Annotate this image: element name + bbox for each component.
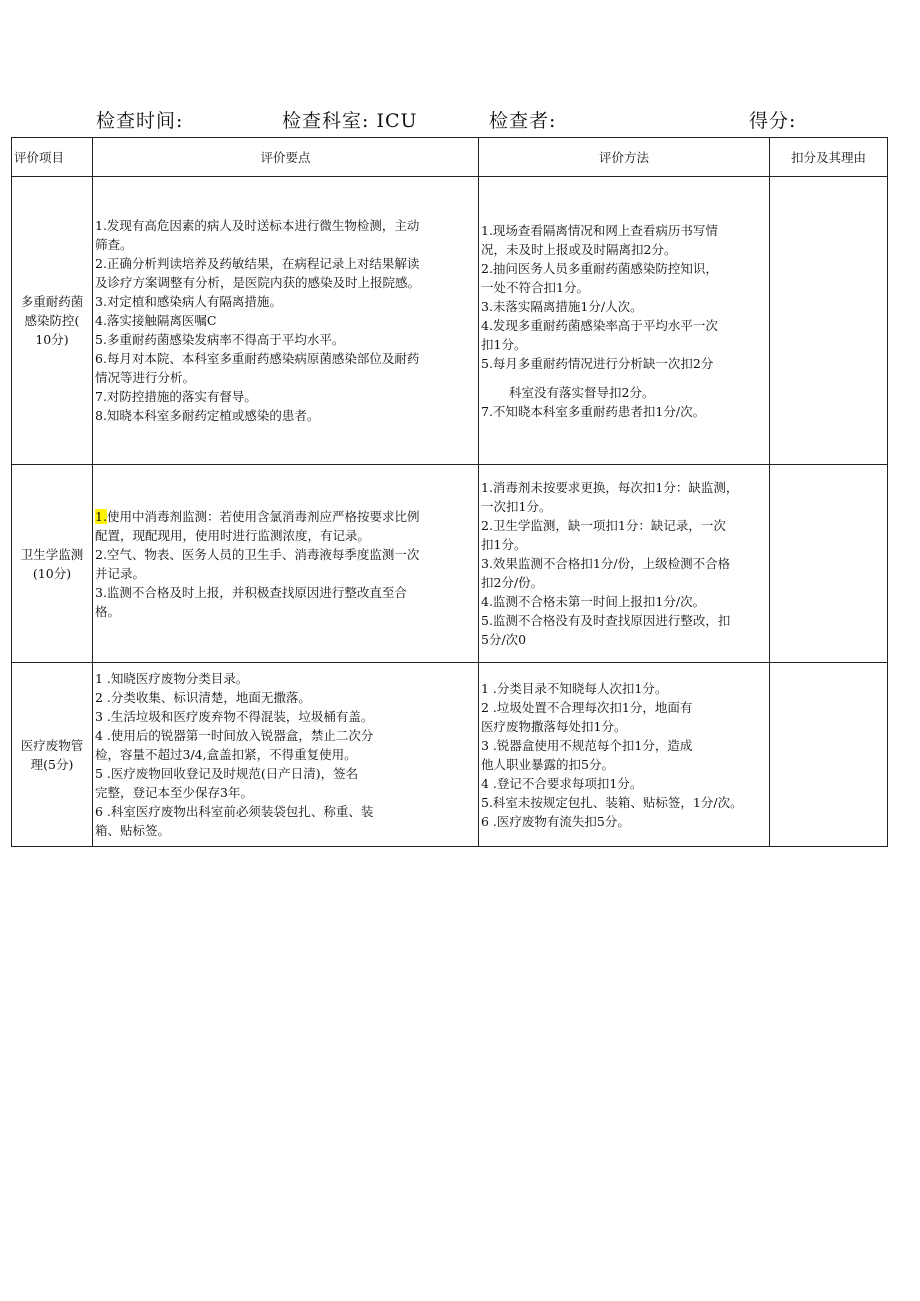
evaluation-table: [11, 137, 888, 847]
point-line: 配置，现配现用，使用时进行监测浓度，有记录。: [95, 527, 371, 543]
point-line: 情况等进行分析。: [95, 370, 196, 385]
spacer: [481, 373, 767, 383]
method-line: 扣1分。: [481, 336, 527, 352]
point-line: 4 .使用后的锐器第一时间放入锐器盒，禁止二次分: [95, 728, 374, 743]
evaluation-points: [93, 177, 479, 465]
inspector-label: 检查者:: [489, 110, 557, 132]
method-line: 1 .分类目录不知晓每人次扣1分。: [481, 680, 668, 696]
column-header-method: 评价方法: [479, 138, 770, 177]
method-line: 况，未及时上报或及时隔离扣2分。: [481, 241, 677, 257]
method-line: 1.现场查看隔离情况和网上查看病历书写情: [481, 222, 718, 238]
evaluation-method: [479, 177, 770, 465]
point-line: 1 .知晓医疗废物分类目录。: [95, 671, 249, 686]
point-line: 2.正确分析判读培养及药敏结果，在病程记录上对结果解读: [95, 256, 420, 271]
point-line: 完整，登记本至少保存3年。: [95, 785, 253, 800]
evaluation-item: [12, 177, 93, 465]
method-line: 7.不知晓本科室多重耐药患者扣1分/次。: [481, 403, 706, 419]
method-line: 3.效果监测不合格扣1分/份，上级检测不合格: [481, 556, 731, 571]
method-line: 3.未落实隔离措施1分/人次。: [481, 298, 643, 314]
point-line: 3.监测不合格及时上报，并积极查找原因进行整改直至合: [95, 584, 407, 600]
inspection-time-label: 检查时间:: [96, 110, 184, 132]
method-line: 5.每月多重耐药情况进行分析缺一次扣2分: [481, 355, 714, 371]
method-line: 2.抽问医务人员多重耐药菌感染防控知识，: [481, 260, 718, 276]
point-line: [95, 507, 476, 526]
item-text: (10分): [32, 565, 72, 581]
method-line: 5分/次0: [481, 632, 527, 647]
method-line: 他人职业暴露的扣5分。: [481, 756, 614, 772]
point-line: 3.对定植和感染病人有隔离措施。: [95, 294, 282, 309]
item-text: 感染防控(: [24, 313, 80, 328]
item-text: 医疗废物管: [20, 737, 84, 753]
method-line: 医疗废物撒落每处扣1分。: [481, 718, 627, 734]
method-line: 5.科室未按规定包扎、装箱、贴标签，1分/次。: [481, 794, 743, 810]
inspection-department-label: 检查科室: ICU: [282, 110, 418, 132]
method-line: 5.监测不合格没有及时查找原因进行整改，扣: [481, 613, 731, 628]
method-line: 4 .登记不合要求每项扣1分。: [481, 775, 643, 791]
inspection-header: [0, 106, 920, 136]
evaluation-method: [479, 663, 770, 847]
method-line: 科室没有落实督导扣2分。: [509, 384, 655, 400]
point-line: 5 .医疗废物回收登记及时规范(日产日清)，签名: [95, 766, 359, 781]
point-line: 2 .分类收集、标识清楚，地面无撒落。: [95, 690, 311, 705]
method-line: 6 .医疗废物有流失扣5分。: [481, 813, 630, 829]
item-text: 理(5分): [30, 756, 74, 772]
evaluation-points: [93, 663, 479, 847]
method-line: 扣1分。: [481, 537, 527, 552]
method-line: 一次扣1分。: [481, 499, 552, 514]
point-line: 3 .生活垃圾和医疗废弃物不得混装，垃圾桶有盖。: [95, 709, 374, 724]
table-row: [12, 465, 888, 663]
point-line: 及诊疗方案调整有分析，是医院内获的感染及时上报院感。: [95, 275, 421, 290]
item-text: 卫生学监测: [20, 546, 84, 562]
method-line: 1.消毒剂未按要求更换，每次扣1分：缺监测，: [481, 480, 739, 495]
method-line: 4.监测不合格未第一时间上报扣1分/次。: [481, 594, 706, 609]
point-line: 检，容量不超过3/4,盒盖扣紧，不得重复使用。: [95, 747, 357, 762]
item-text: 多重耐药菌: [20, 294, 84, 309]
point-line: 格。: [95, 603, 121, 619]
point-line: 5.多重耐药菌感染发病率不得高于平均水平。: [95, 332, 345, 347]
column-header-deduction: 扣分及其理由: [770, 138, 888, 177]
method-line: 扣2分/份。: [481, 575, 544, 590]
item-text: 10分): [35, 332, 69, 347]
point-line: 7.对防控措施的落实有督导。: [95, 389, 257, 404]
point-text: 使用中消毒剂监测：若使用含氯消毒剂应严格按要求比例: [106, 508, 420, 524]
deduction-cell[interactable]: [770, 177, 888, 465]
point-line: 2.空气、物表、医务人员的卫生手、消毒液每季度监测一次: [95, 546, 420, 562]
point-line: 箱、贴标签。: [95, 823, 171, 838]
deduction-cell[interactable]: [770, 465, 888, 663]
point-line: 筛查。: [95, 237, 133, 252]
method-line: 2 .垃圾处置不合理每次扣1分，地面有: [481, 699, 693, 715]
point-line: 4.落实接触隔离医嘱C: [95, 313, 217, 328]
point-line: 8.知晓本科室多耐药定植或感染的患者。: [95, 408, 320, 423]
evaluation-item: [12, 465, 93, 663]
table-row: [12, 177, 888, 465]
deduction-cell[interactable]: [770, 663, 888, 847]
method-line: 4.发现多重耐药菌感染率高于平均水平一次: [481, 317, 718, 333]
table-header-row: [12, 138, 888, 177]
column-header-points: 评价要点: [93, 138, 479, 177]
method-line: 一处不符合扣1分。: [481, 279, 589, 295]
highlighted-number: 1.: [95, 508, 107, 524]
method-line: 3 .锐器盒使用不规范每个扣1分，造成: [481, 737, 693, 753]
table-row: [12, 663, 888, 847]
evaluation-method: [479, 465, 770, 663]
evaluation-points: [93, 465, 479, 663]
method-line: 2.卫生学监测，缺一项扣1分：缺记录，一次: [481, 518, 726, 533]
point-line: 并记录。: [95, 565, 146, 581]
evaluation-item: [12, 663, 93, 847]
point-line: 6.每月对本院、本科室多重耐药感染病原菌感染部位及耐药: [95, 351, 420, 366]
column-header-item: 评价项目: [12, 138, 93, 177]
point-line: 6 .科室医疗废物出科室前必须装袋包扎、称重、装: [95, 804, 374, 819]
point-line: 1.发现有高危因素的病人及时送标本进行微生物检测，主动: [95, 218, 420, 233]
score-label: 得分:: [749, 110, 797, 132]
